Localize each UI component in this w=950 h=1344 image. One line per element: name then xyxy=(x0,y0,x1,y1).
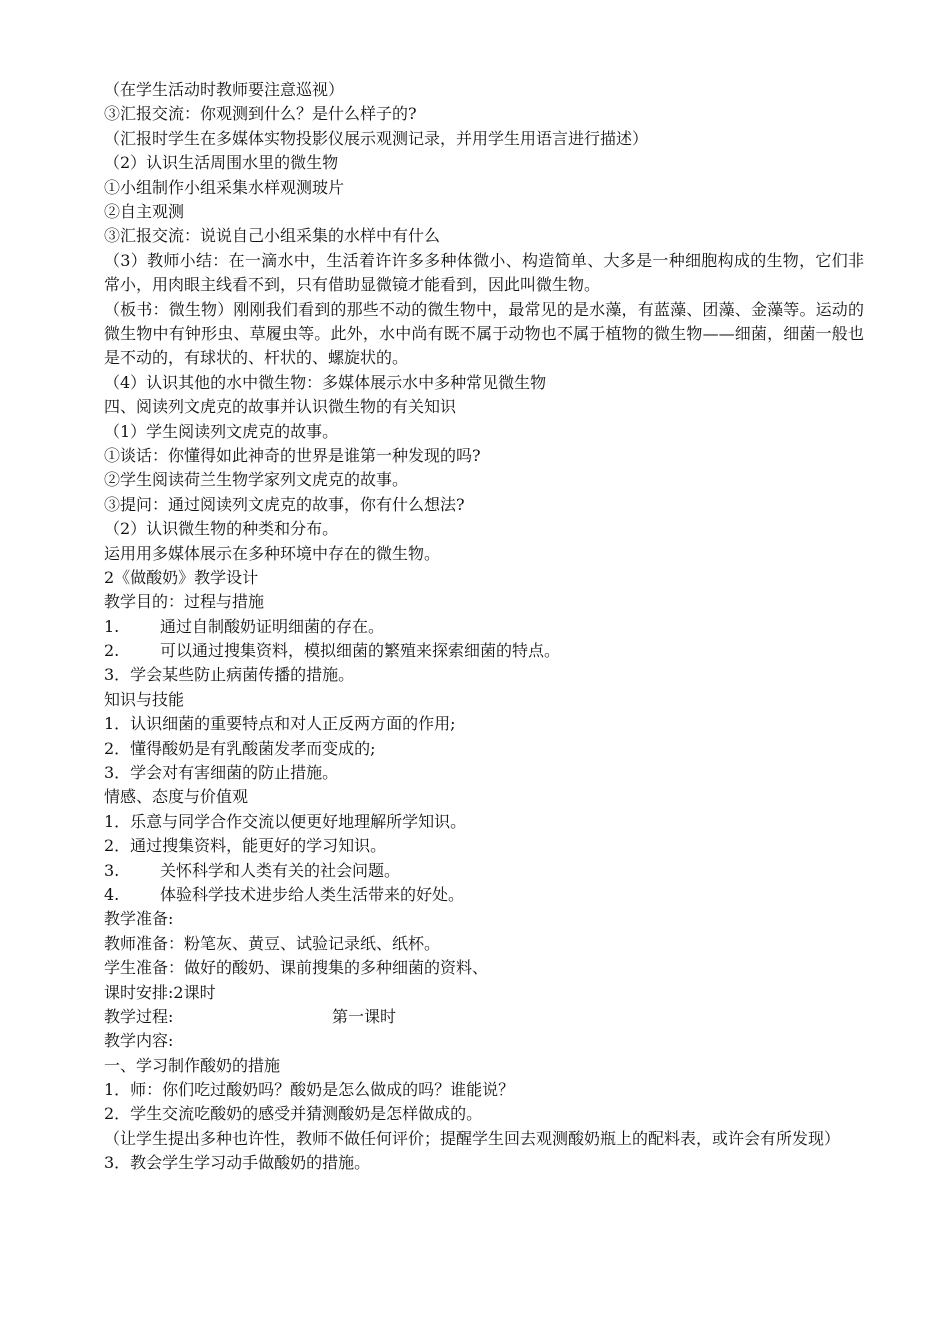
text-line: （4）认识其他的水中微生物：多媒体展示水中多种常见微生物 xyxy=(104,372,547,392)
goal-number: 4. xyxy=(104,884,120,904)
blackboard-paragraph: （板书：微生物）刚刚我们看到的那些不动的微生物中，最常见的是水藻，有蓝藻、团藻、金藻等。运动的微生物中有钟形虫、草履虫等。此外，水中尚有既不属于动物也不属于植物的微生物——细菌，细菌一般也是不动的，有球状的、杆状的、螺旋状的。 xyxy=(104,299,864,368)
text-line: 3．教会学生学习动手做酸奶的措施。 xyxy=(104,1153,371,1173)
text-line: （2）认识生活周围水里的微生物 xyxy=(104,153,339,173)
goal-number: 1. xyxy=(104,616,120,636)
section-heading: 一、学习制作酸奶的措施 xyxy=(104,1055,281,1075)
text-line: ①谈话：你懂得如此神奇的世界是谁第一种发现的吗? xyxy=(104,445,481,465)
text-line: ③汇报交流：你观测到什么？是什么样子的? xyxy=(104,104,417,124)
text-line: ①小组制作小组采集水样观测玻片 xyxy=(104,177,345,197)
text-line: 3．学会某些防止病菌传播的措施。 xyxy=(104,665,355,685)
text-line: 教学目的：过程与措施 xyxy=(104,592,265,612)
text-line: （汇报时学生在多媒体实物投影仪展示观测记录，并用学生用语言进行描述） xyxy=(104,128,649,148)
goal-item xyxy=(104,615,864,639)
section-heading: 四、阅读列文虎克的故事并认识微生物的有关知识 xyxy=(104,397,457,417)
lesson-title: 2《做酸奶》教学设计 xyxy=(104,567,259,587)
text-line: （2）认识微生物的种类和分布。 xyxy=(104,519,339,539)
text-line: 学生准备：做好的酸奶、课前搜集的多种细菌的资料、 xyxy=(104,958,489,978)
text-line: ②自主观测 xyxy=(104,201,185,221)
subheading: 教学内容: xyxy=(104,1031,174,1051)
text-line: （在学生活动时教师要注意巡视） xyxy=(104,80,345,99)
text-line: 1．师：你们吃过酸奶吗？酸奶是怎么做成的吗？谁能说？ xyxy=(104,1080,515,1100)
text-line: 3．学会对有害细菌的防止措施。 xyxy=(104,763,339,783)
text-line: 2．懂得酸奶是有乳酸菌发孝而变成的; xyxy=(104,738,376,758)
text-line: 教师准备：粉笔灰、黄豆、试验记录纸、纸杯。 xyxy=(104,933,441,953)
summary-paragraph: （3）教师小结：在一滴水中，生活着许许多多种体微小、构造简单、大多是一种细胞构成的生物，它们非常小，用肉眼主线看不到，只有借助显微镜才能看到，因此叫微生物。 xyxy=(104,250,864,295)
goal-number: 3. xyxy=(104,860,120,880)
goal-item xyxy=(104,883,864,907)
goal-text: 通过自制酸奶证明细菌的存在。 xyxy=(160,616,385,636)
goal-text: 体验科学技术进步给人类生活带来的好处。 xyxy=(160,884,465,904)
subheading: 情感、态度与价值观 xyxy=(104,787,249,807)
text-line: ③提问：通过阅读列文虎克的故事，你有什么想法? xyxy=(104,494,465,514)
text-line: 1．乐意与同学合作交流以便更好地理解所学知识。 xyxy=(104,811,467,831)
goal-text: 关怀科学和人类有关的社会问题。 xyxy=(160,860,401,880)
text-line: 课时安排:2课时 xyxy=(104,982,216,1002)
process-label: 教学过程: xyxy=(104,1006,174,1026)
subheading: 教学准备: xyxy=(104,909,174,929)
period-label: 第一课时 xyxy=(332,1006,397,1026)
text-line: 1．认识细菌的重要特点和对人正反两方面的作用; xyxy=(104,714,456,734)
goal-number: 2. xyxy=(104,641,120,661)
text-line: 运用用多媒体展示在多种环境中存在的微生物。 xyxy=(104,543,441,563)
text-line: 2．学生交流吃酸奶的感受并猜测酸奶是怎样做成的。 xyxy=(104,1104,483,1124)
process-line xyxy=(104,1005,864,1029)
text-line: （1）学生阅读列文虎克的故事。 xyxy=(104,421,339,441)
goal-text: 可以通过搜集资料，模拟细菌的繁殖来探索细菌的特点。 xyxy=(160,641,561,661)
text-line: ②学生阅读荷兰生物学家列文虎克的故事。 xyxy=(104,470,409,490)
text-line: 2．通过搜集资料，能更好的学习知识。 xyxy=(104,836,387,856)
goal-item xyxy=(104,639,864,663)
text-line: ③汇报交流：说说自己小组采集的水样中有什么 xyxy=(104,226,441,246)
subheading: 知识与技能 xyxy=(104,689,185,709)
note-paragraph: （让学生提出多种也许性，教师不做任何评价；提醒学生回去观测酸奶瓶上的配料表，或许会有所发现） xyxy=(104,1128,841,1148)
goal-item xyxy=(104,859,864,883)
document-page xyxy=(104,78,864,1176)
